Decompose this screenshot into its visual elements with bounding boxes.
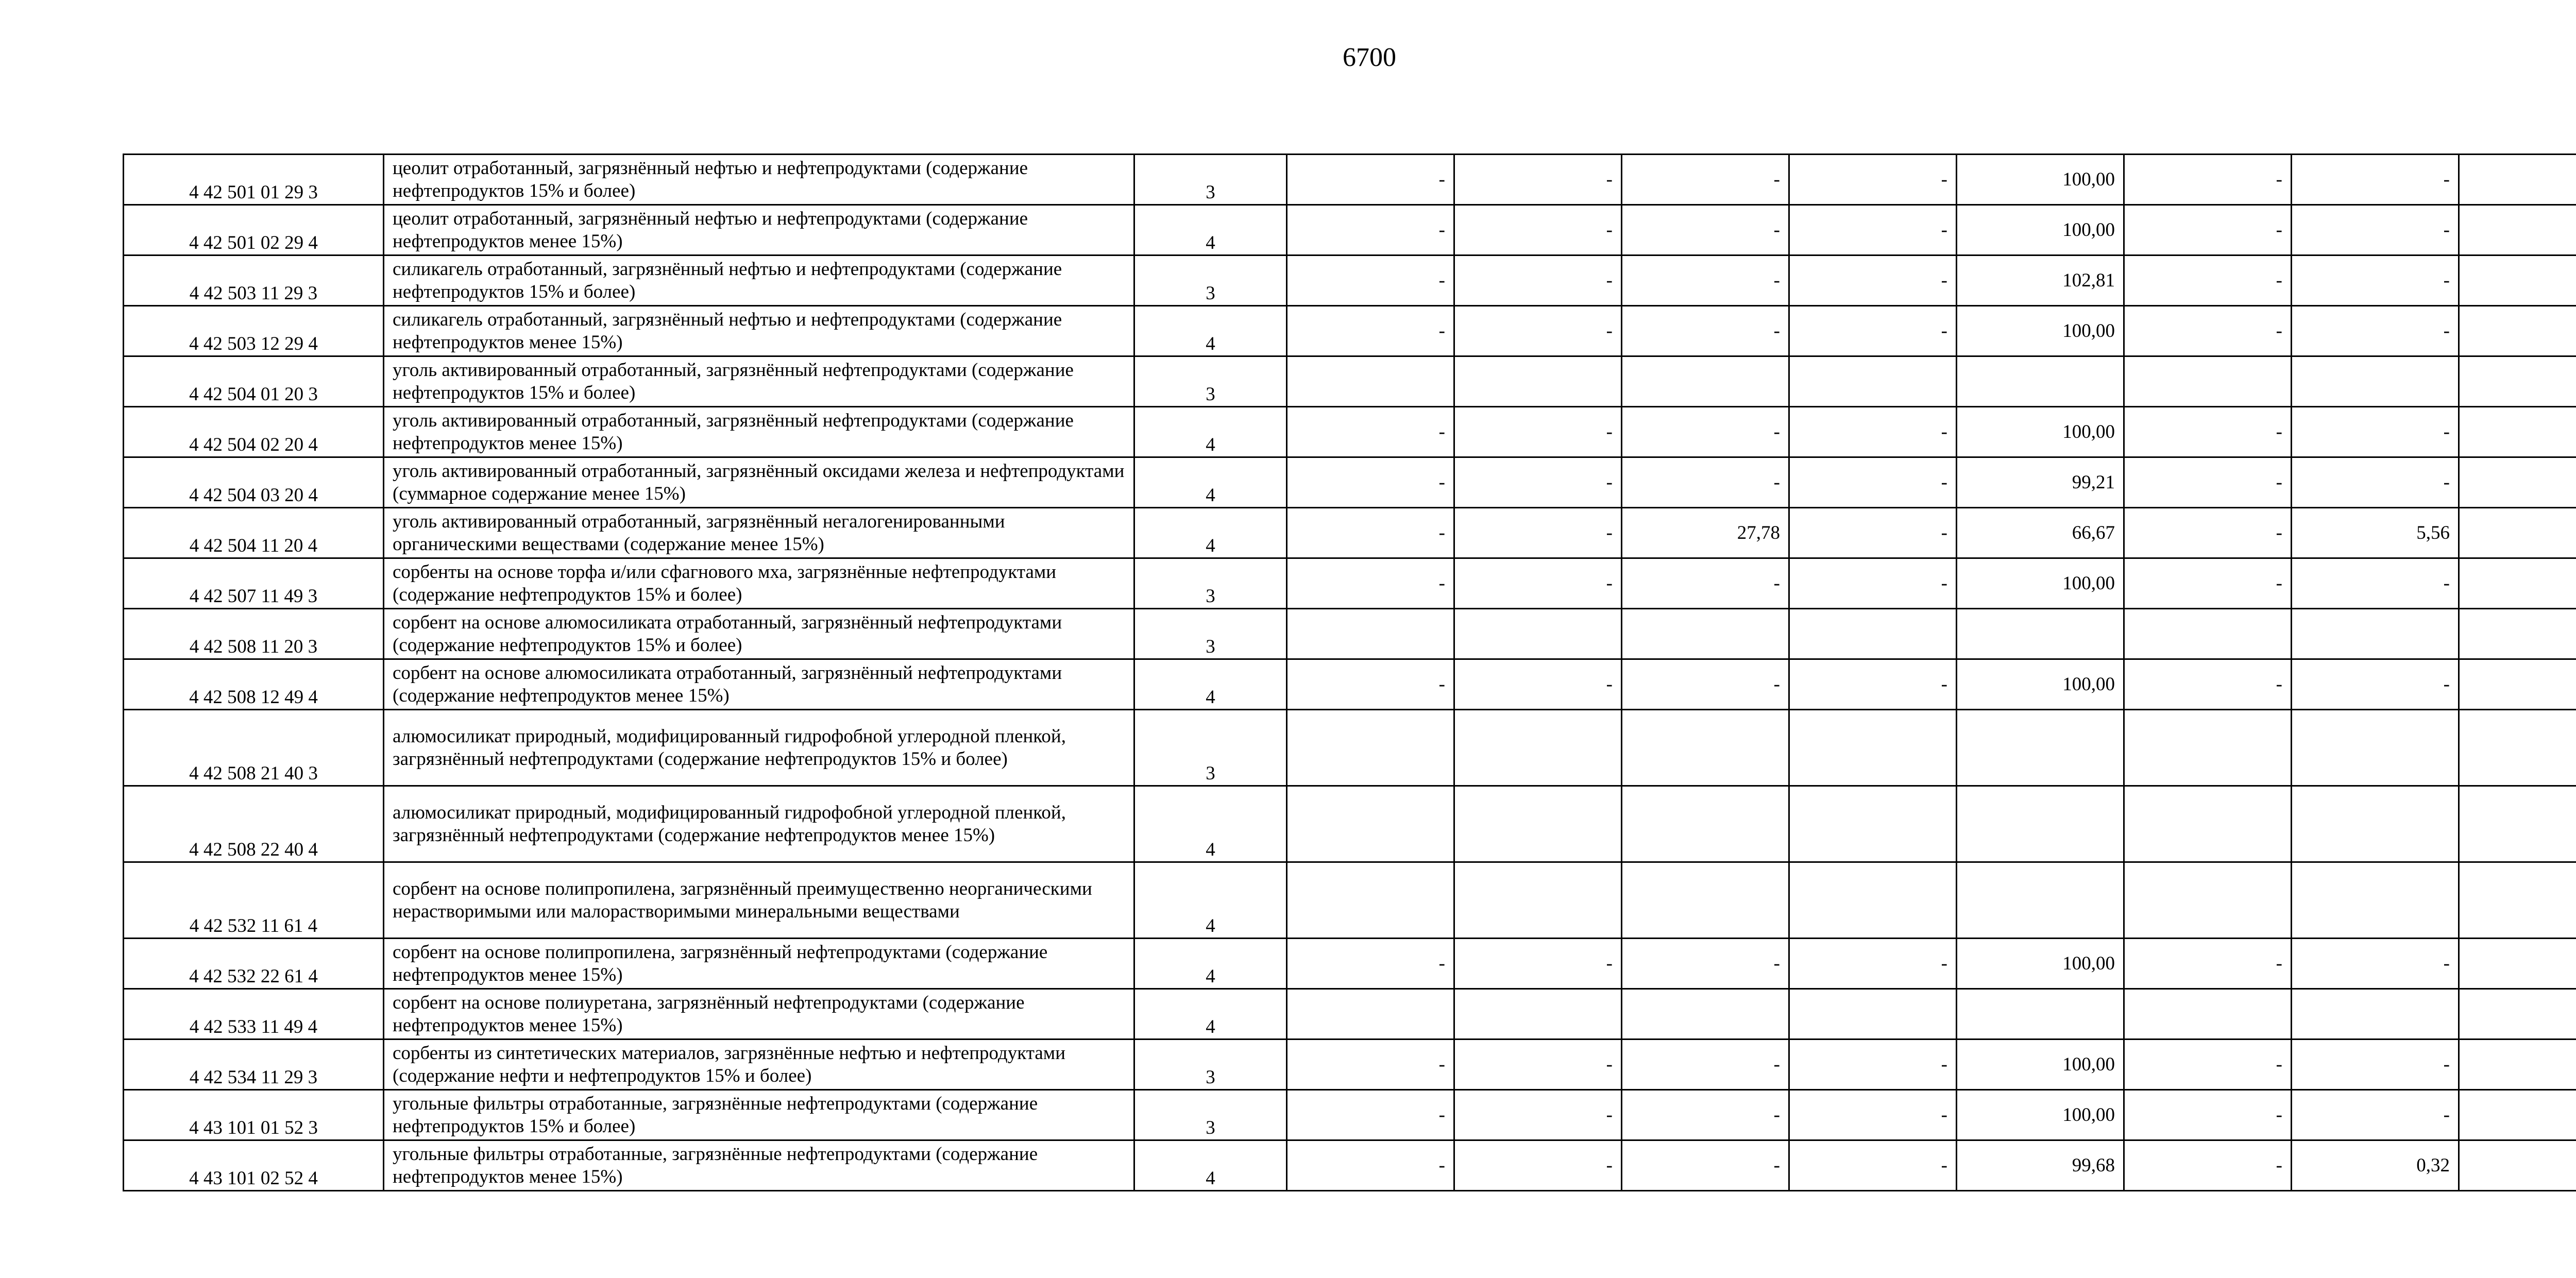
value-cell: - (2292, 255, 2459, 306)
value-cell (1622, 609, 1789, 659)
value-cell (1789, 710, 1957, 786)
value-cell: 102,81 (1957, 255, 2124, 306)
value-cell: - (1789, 1040, 1957, 1090)
value-cell: - (2124, 407, 2292, 457)
value-cell: - (1287, 306, 1454, 356)
table-row (124, 508, 2576, 558)
value-cell (2459, 306, 2576, 356)
waste-code-cell: 4 42 532 22 61 4 (124, 939, 384, 989)
value-cell: - (2292, 155, 2459, 205)
table-row (124, 306, 2576, 356)
value-cell: - (2292, 939, 2459, 989)
value-cell: - (2124, 306, 2292, 356)
value-cell (1622, 989, 1789, 1040)
value-cell (2459, 558, 2576, 609)
value-cell (2459, 1140, 2576, 1191)
value-cell (2292, 609, 2459, 659)
table-row (124, 1090, 2576, 1140)
value-cell (2459, 155, 2576, 205)
value-cell: 100,00 (1957, 205, 2124, 255)
waste-code-cell: 4 42 507 11 49 3 (124, 558, 384, 609)
table-row (124, 939, 2576, 989)
value-cell: 99,21 (1957, 457, 2124, 508)
hazard-class-cell: 4 (1134, 306, 1287, 356)
table-row (124, 205, 2576, 255)
value-cell: - (1789, 155, 1957, 205)
value-cell: - (1287, 155, 1454, 205)
value-cell: 100,00 (1957, 407, 2124, 457)
value-cell (2459, 508, 2576, 558)
value-cell: - (1454, 1040, 1622, 1090)
waste-name-cell: сорбенты на основе торфа и/или сфагнового мха, загрязнённые нефтепродуктами (содержание нефтепродуктов 15% и более) (384, 558, 1134, 609)
hazard-class-cell: 4 (1134, 457, 1287, 508)
value-cell: - (1454, 306, 1622, 356)
value-cell: - (1789, 1140, 1957, 1191)
value-cell: - (2124, 205, 2292, 255)
hazard-class-cell: 4 (1134, 1140, 1287, 1191)
value-cell: 100,00 (1957, 155, 2124, 205)
value-cell: - (1287, 659, 1454, 710)
value-cell (2292, 989, 2459, 1040)
value-cell (2459, 609, 2576, 659)
hazard-class-cell: 4 (1134, 205, 1287, 255)
value-cell: - (1287, 1040, 1454, 1090)
table-row (124, 710, 2576, 786)
value-cell: - (1789, 939, 1957, 989)
hazard-class-cell: 3 (1134, 558, 1287, 609)
waste-name-cell: алюмосиликат природный, модифицированный гидрофобной углеродной пленкой, загрязнённый нефтепродуктами (содержание нефтепродуктов менее 15%) (384, 786, 1134, 862)
value-cell (2459, 710, 2576, 786)
value-cell: 100,00 (1957, 1040, 2124, 1090)
value-cell: - (2292, 306, 2459, 356)
value-cell (1287, 786, 1454, 862)
table-row (124, 989, 2576, 1040)
waste-name-cell: сорбенты из синтетических материалов, загрязнённые нефтью и нефтепродуктами (содержание нефти и нефтепродуктов 15% и более) (384, 1040, 1134, 1090)
value-cell: - (2124, 155, 2292, 205)
value-cell (1454, 609, 1622, 659)
value-cell (1789, 989, 1957, 1040)
value-cell: - (2124, 939, 2292, 989)
value-cell: - (1622, 306, 1789, 356)
value-cell: 0,32 (2292, 1140, 2459, 1191)
waste-name-cell: угольные фильтры отработанные, загрязнённые нефтепродуктами (содержание нефтепродуктов 15% и более) (384, 1090, 1134, 1140)
value-cell: - (1789, 407, 1957, 457)
value-cell (2292, 710, 2459, 786)
value-cell: - (1622, 1040, 1789, 1090)
value-cell: 100,00 (1957, 558, 2124, 609)
table-row (124, 862, 2576, 939)
waste-name-cell: силикагель отработанный, загрязнённый нефтью и нефтепродуктами (содержание нефтепродуктов 15% и более) (384, 255, 1134, 306)
value-cell (2124, 786, 2292, 862)
hazard-class-cell: 3 (1134, 609, 1287, 659)
value-cell: - (1287, 508, 1454, 558)
value-cell (1789, 609, 1957, 659)
value-cell: - (1287, 1140, 1454, 1191)
table-row (124, 659, 2576, 710)
value-cell: - (1789, 205, 1957, 255)
value-cell: - (1622, 155, 1789, 205)
hazard-class-cell: 4 (1134, 786, 1287, 862)
waste-name-cell: сорбент на основе полипропилена, загрязнённый нефтепродуктами (содержание нефтепродуктов менее 15%) (384, 939, 1134, 989)
waste-name-cell: уголь активированный отработанный, загрязнённый оксидами железа и нефтепродуктами (суммарное содержание менее 15%) (384, 457, 1134, 508)
page-number: 6700 (1343, 43, 1396, 72)
value-cell: 5,56 (2292, 508, 2459, 558)
value-cell: - (1454, 407, 1622, 457)
value-cell (2292, 786, 2459, 862)
value-cell: - (2124, 255, 2292, 306)
value-cell (1622, 356, 1789, 407)
table-row (124, 786, 2576, 862)
table-row (124, 558, 2576, 609)
hazard-class-cell: 3 (1134, 1040, 1287, 1090)
value-cell (1957, 609, 2124, 659)
waste-code-cell: 4 42 534 11 29 3 (124, 1040, 384, 1090)
hazard-class-cell: 4 (1134, 407, 1287, 457)
value-cell: - (1454, 659, 1622, 710)
waste-code-cell: 4 42 508 12 49 4 (124, 659, 384, 710)
value-cell (1454, 786, 1622, 862)
value-cell: - (1454, 155, 1622, 205)
waste-name-cell: сорбент на основе алюмосиликата отработанный, загрязнённый нефтепродуктами (содержание нефтепродуктов 15% и более) (384, 609, 1134, 659)
value-cell: - (1454, 558, 1622, 609)
value-cell: - (1287, 205, 1454, 255)
hazard-class-cell: 3 (1134, 155, 1287, 205)
value-cell: - (1287, 407, 1454, 457)
value-cell (1622, 862, 1789, 939)
value-cell: - (1789, 508, 1957, 558)
value-cell (1287, 862, 1454, 939)
table-row (124, 1140, 2576, 1191)
value-cell (1287, 989, 1454, 1040)
value-cell: - (2292, 558, 2459, 609)
value-cell (1287, 710, 1454, 786)
value-cell: - (1287, 457, 1454, 508)
value-cell (2124, 989, 2292, 1040)
waste-code-cell: 4 43 101 02 52 4 (124, 1140, 384, 1191)
value-cell (1789, 356, 1957, 407)
waste-table-body (124, 155, 2576, 1191)
table-row (124, 457, 2576, 508)
value-cell: - (2124, 1140, 2292, 1191)
value-cell: - (1287, 939, 1454, 989)
table-row (124, 255, 2576, 306)
value-cell: - (2292, 1040, 2459, 1090)
value-cell (2459, 407, 2576, 457)
value-cell: - (2124, 1090, 2292, 1140)
value-cell (2459, 862, 2576, 939)
hazard-class-cell: 3 (1134, 1090, 1287, 1140)
value-cell: - (1454, 205, 1622, 255)
value-cell (1287, 609, 1454, 659)
value-cell (1454, 989, 1622, 1040)
value-cell: 100,00 (1957, 659, 2124, 710)
value-cell: - (1622, 205, 1789, 255)
value-cell (1957, 862, 2124, 939)
value-cell (2459, 255, 2576, 306)
waste-name-cell: уголь активированный отработанный, загрязнённый нефтепродуктами (содержание нефтепродуктов 15% и более) (384, 356, 1134, 407)
waste-code-cell: 4 43 101 01 52 3 (124, 1090, 384, 1140)
value-cell: - (1622, 457, 1789, 508)
value-cell: - (1789, 558, 1957, 609)
value-cell (2459, 659, 2576, 710)
waste-code-cell: 4 42 503 11 29 3 (124, 255, 384, 306)
value-cell (2459, 356, 2576, 407)
value-cell: - (2124, 1040, 2292, 1090)
waste-code-cell: 4 42 508 22 40 4 (124, 786, 384, 862)
value-cell: - (1789, 1090, 1957, 1140)
waste-code-cell: 4 42 508 11 20 3 (124, 609, 384, 659)
value-cell (1454, 356, 1622, 407)
value-cell: - (1454, 457, 1622, 508)
value-cell: - (2124, 659, 2292, 710)
value-cell: - (1622, 939, 1789, 989)
value-cell: - (1287, 255, 1454, 306)
value-cell: - (1454, 1140, 1622, 1191)
value-cell (2292, 356, 2459, 407)
value-cell: - (2292, 457, 2459, 508)
value-cell (1454, 710, 1622, 786)
value-cell: - (2292, 659, 2459, 710)
value-cell: - (1789, 659, 1957, 710)
waste-code-cell: 4 42 504 11 20 4 (124, 508, 384, 558)
value-cell: - (2292, 407, 2459, 457)
value-cell: - (1622, 407, 1789, 457)
table-row (124, 407, 2576, 457)
value-cell (1957, 989, 2124, 1040)
value-cell (1957, 786, 2124, 862)
hazard-class-cell: 3 (1134, 255, 1287, 306)
value-cell: 99,68 (1957, 1140, 2124, 1191)
hazard-class-cell: 4 (1134, 508, 1287, 558)
value-cell (2459, 786, 2576, 862)
value-cell: - (1454, 939, 1622, 989)
value-cell (2124, 710, 2292, 786)
waste-name-cell: сорбент на основе алюмосиликата отработанный, загрязнённый нефтепродуктами (содержание нефтепродуктов менее 15%) (384, 659, 1134, 710)
hazard-class-cell: 4 (1134, 659, 1287, 710)
value-cell (1454, 862, 1622, 939)
value-cell: - (1622, 1140, 1789, 1191)
value-cell (1789, 862, 1957, 939)
value-cell: 100,00 (1957, 1090, 2124, 1140)
table-row (124, 155, 2576, 205)
waste-code-cell: 4 42 504 02 20 4 (124, 407, 384, 457)
waste-code-cell: 4 42 501 02 29 4 (124, 205, 384, 255)
table-row (124, 1040, 2576, 1090)
value-cell (1789, 786, 1957, 862)
value-cell (2292, 862, 2459, 939)
value-cell: - (1622, 1090, 1789, 1140)
waste-name-cell: сорбент на основе полиуретана, загрязнённый нефтепродуктами (содержание нефтепродуктов менее 15%) (384, 989, 1134, 1040)
waste-name-cell: сорбент на основе полипропилена, загрязнённый преимущественно неорганическими нерастворимыми или малорастворимыми минеральными веществами (384, 862, 1134, 939)
waste-code-cell: 4 42 504 03 20 4 (124, 457, 384, 508)
hazard-class-cell: 4 (1134, 989, 1287, 1040)
value-cell (1957, 710, 2124, 786)
value-cell: - (1622, 659, 1789, 710)
hazard-class-cell: 4 (1134, 862, 1287, 939)
value-cell: - (2124, 558, 2292, 609)
value-cell: - (1622, 558, 1789, 609)
value-cell: 66,67 (1957, 508, 2124, 558)
waste-name-cell: угольные фильтры отработанные, загрязнённые нефтепродуктами (содержание нефтепродуктов менее 15%) (384, 1140, 1134, 1191)
value-cell: 100,00 (1957, 306, 2124, 356)
value-cell: - (1789, 457, 1957, 508)
value-cell: - (1287, 1090, 1454, 1140)
value-cell: - (1287, 558, 1454, 609)
table-row (124, 356, 2576, 407)
waste-name-cell: алюмосиликат природный, модифицированный гидрофобной углеродной пленкой, загрязнённый нефтепродуктами (содержание нефтепродуктов 15% и более) (384, 710, 1134, 786)
value-cell: - (1454, 508, 1622, 558)
value-cell (2459, 457, 2576, 508)
waste-code-cell: 4 42 504 01 20 3 (124, 356, 384, 407)
waste-code-cell: 4 42 508 21 40 3 (124, 710, 384, 786)
value-cell (2459, 205, 2576, 255)
waste-code-cell: 4 42 532 11 61 4 (124, 862, 384, 939)
value-cell (2124, 862, 2292, 939)
value-cell (2124, 609, 2292, 659)
value-cell: - (2292, 1090, 2459, 1140)
waste-code-cell: 4 42 533 11 49 4 (124, 989, 384, 1040)
value-cell (1622, 710, 1789, 786)
value-cell: 27,78 (1622, 508, 1789, 558)
hazard-class-cell: 3 (1134, 710, 1287, 786)
value-cell: - (1789, 306, 1957, 356)
waste-name-cell: уголь активированный отработанный, загрязнённый негалогенированными органическими веществами (содержание менее 15%) (384, 508, 1134, 558)
table-row (124, 609, 2576, 659)
value-cell (2124, 356, 2292, 407)
value-cell: - (2124, 508, 2292, 558)
waste-code-cell: 4 42 501 01 29 3 (124, 155, 384, 205)
value-cell (2459, 939, 2576, 989)
value-cell (2459, 989, 2576, 1040)
value-cell (1957, 356, 2124, 407)
value-cell: 100,00 (1957, 939, 2124, 989)
hazard-class-cell: 4 (1134, 939, 1287, 989)
value-cell (2459, 1040, 2576, 1090)
value-cell: - (2292, 205, 2459, 255)
waste-name-cell: силикагель отработанный, загрязнённый нефтью и нефтепродуктами (содержание нефтепродуктов менее 15%) (384, 306, 1134, 356)
value-cell (1287, 356, 1454, 407)
hazard-class-cell: 3 (1134, 356, 1287, 407)
value-cell: - (1454, 255, 1622, 306)
value-cell: - (2124, 457, 2292, 508)
waste-name-cell: цеолит отработанный, загрязнённый нефтью и нефтепродуктами (содержание нефтепродуктов менее 15%) (384, 205, 1134, 255)
waste-name-cell: уголь активированный отработанный, загрязнённый нефтепродуктами (содержание нефтепродуктов менее 15%) (384, 407, 1134, 457)
value-cell: - (1454, 1090, 1622, 1140)
waste-name-cell: цеолит отработанный, загрязнённый нефтью и нефтепродуктами (содержание нефтепродуктов 15% и более) (384, 155, 1134, 205)
value-cell: - (1622, 255, 1789, 306)
value-cell (2459, 1090, 2576, 1140)
value-cell (1622, 786, 1789, 862)
waste-table (123, 154, 2576, 1191)
waste-code-cell: 4 42 503 12 29 4 (124, 306, 384, 356)
value-cell: - (1789, 255, 1957, 306)
